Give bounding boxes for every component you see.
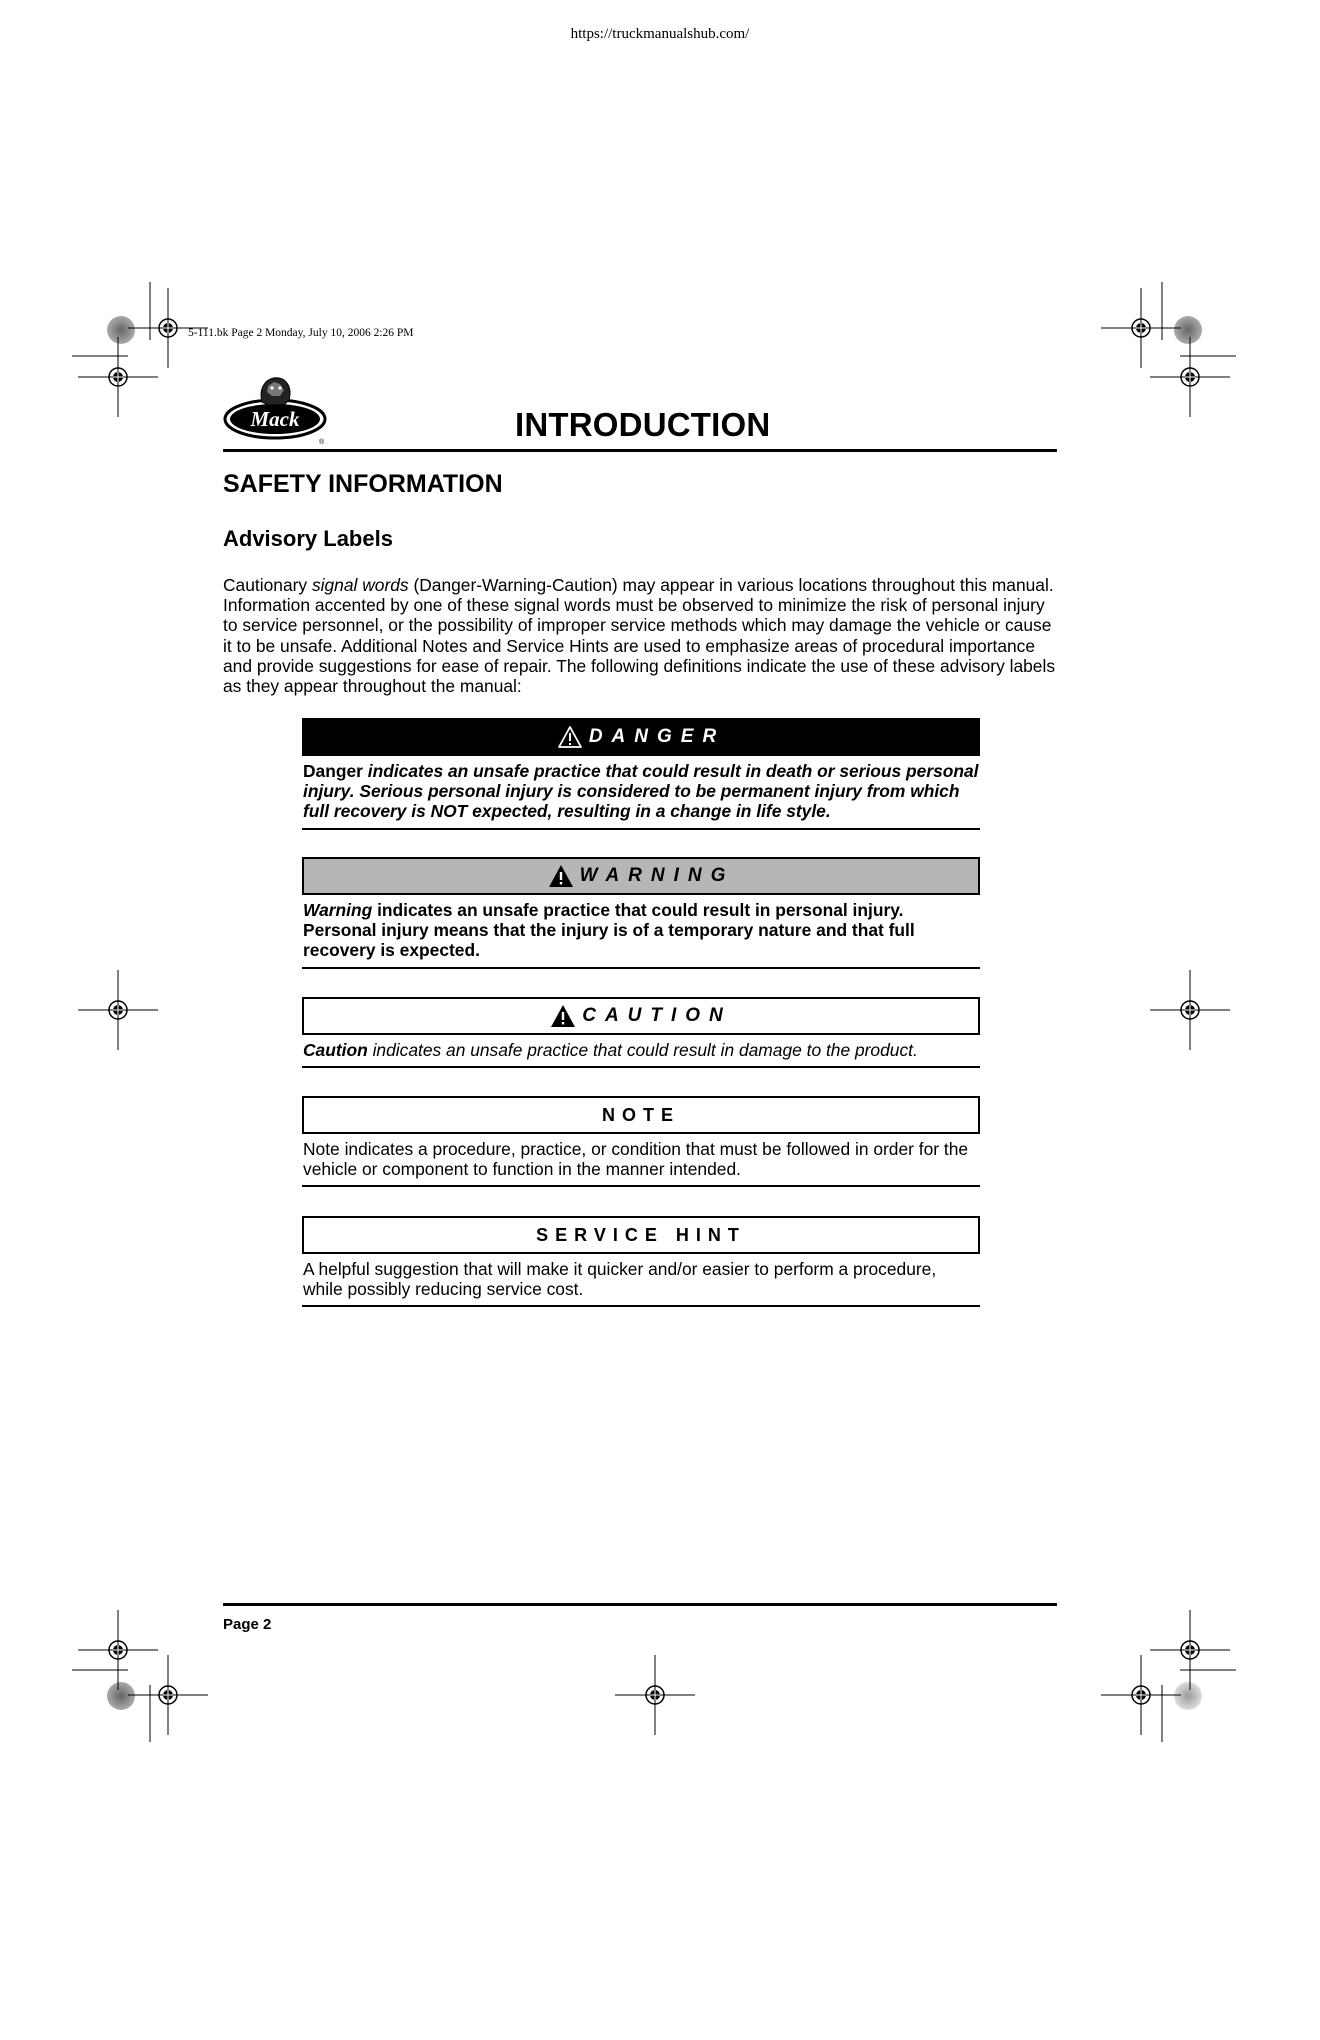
svg-text:®: ® — [319, 439, 325, 446]
mack-bulldog-logo — [222, 372, 334, 454]
note-heading: NOTE — [601, 1104, 680, 1125]
warning-triangle-outline-icon — [557, 725, 583, 749]
caution-header — [302, 997, 980, 1035]
warning-triangle-filled-icon — [548, 864, 574, 888]
intro-paragraph: Cautionary signal words (Danger-Warning-Caution) may appear in various locations throughout this manual. Information accented by one of these signal words must be observed to minimize the risk of personal injury to service personnel, or the possibility of improper service methods which may damage the vehicle or cause it to be unsafe. Additional Notes and Service Hints are used to emphasize areas of procedural importance and provide suggestions for ease of repair. The following definitions indicate the use of these advisory labels as they appear throughout the manual: — [223, 575, 1056, 697]
print-slug: 5-111.bk Page 2 Monday, July 10, 2006 2:26 PM — [188, 327, 414, 339]
danger-label-box — [302, 718, 980, 830]
footer-rule — [223, 1603, 1057, 1606]
source-url: https://truckmanualshub.com/ — [570, 26, 750, 42]
note-label-box — [302, 1096, 980, 1187]
page-number: Page 2 — [223, 1616, 272, 1633]
note-definition: Note indicates a procedure, practice, or condition that must be followed in order for the vehicle or component to function in the manner intended. — [303, 1139, 969, 1180]
service-hint-definition: A helpful suggestion that will make it quicker and/or easier to perform a procedure, while possibly reducing service cost. — [303, 1259, 937, 1300]
section-heading: SAFETY INFORMATION — [223, 470, 503, 498]
danger-definition: Danger indicates an unsafe practice that could result in death or serious personal injury. Serious personal injury is considered to be permanent injury from which full recovery is NOT expected, resulting in a change in life style. — [303, 761, 979, 822]
warning-header — [302, 857, 980, 895]
page-title: INTRODUCTION — [515, 406, 771, 443]
caution-definition: Caution indicates an unsafe practice that could result in damage to the product. — [303, 1040, 918, 1060]
service-hint-header — [302, 1216, 980, 1254]
caution-heading: CAUTION — [582, 1005, 732, 1026]
danger-heading: DANGER — [588, 726, 726, 747]
service-hint-heading: SERVICE HINT — [536, 1224, 746, 1245]
service-hint-label-box — [302, 1216, 980, 1307]
caution-triangle-filled-icon — [550, 1004, 576, 1028]
caution-label-box — [302, 997, 980, 1068]
svg-text:Mack: Mack — [250, 407, 300, 431]
warning-label-box — [302, 857, 980, 969]
warning-definition: Warning indicates an unsafe practice that could result in personal injury. Personal injury means that the injury is of a temporary nature and that full recovery is expected. — [303, 900, 915, 961]
danger-header — [302, 718, 980, 756]
subsection-heading: Advisory Labels — [223, 526, 393, 551]
title-rule — [223, 449, 1057, 452]
signal-words-emphasis: signal words — [311, 575, 409, 595]
note-header — [302, 1096, 980, 1134]
warning-heading: WARNING — [579, 865, 735, 886]
